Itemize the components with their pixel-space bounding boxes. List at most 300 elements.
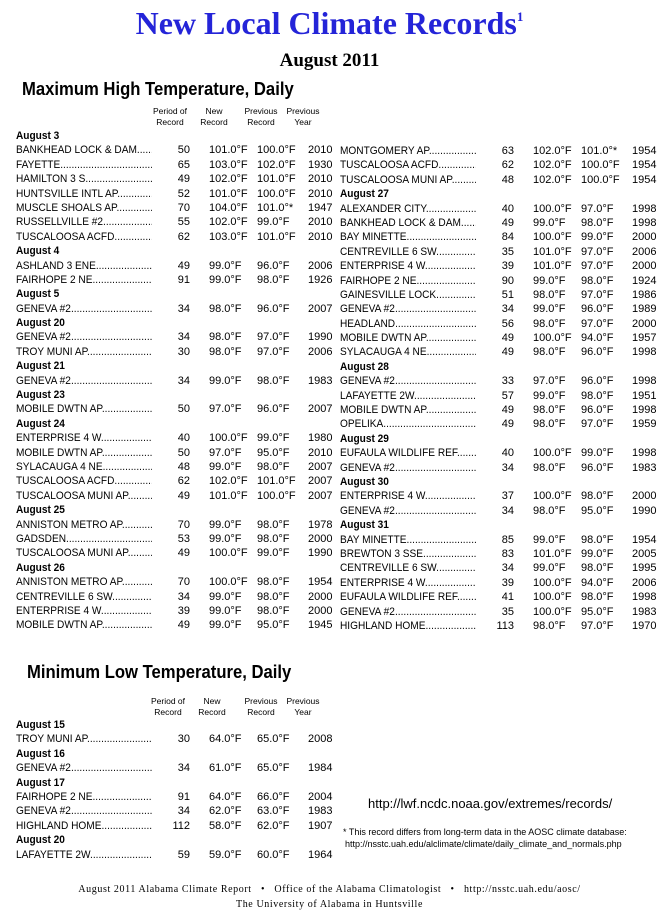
- previous-year: 2010: [308, 216, 333, 229]
- record-row: [16, 590, 334, 604]
- record-row: [16, 431, 334, 445]
- new-record: 99.0°F: [209, 273, 242, 286]
- period-of-record: 39: [152, 604, 190, 618]
- date-label: August 27: [340, 188, 389, 201]
- period-of-record: 50: [152, 402, 190, 416]
- previous-year: 2007: [308, 460, 333, 473]
- period-of-record: 70: [152, 201, 190, 215]
- previous-year: 1945: [308, 619, 333, 632]
- date-heading: [16, 417, 334, 431]
- previous-record: 97.0°F: [581, 418, 614, 431]
- previous-year: 2000: [632, 260, 657, 273]
- previous-year: 2010: [308, 230, 333, 243]
- previous-year: 1990: [632, 504, 657, 517]
- period-of-record: 49: [476, 403, 514, 417]
- new-record: 100.0°F: [533, 231, 572, 244]
- record-row: [16, 302, 334, 316]
- new-record: 100.0°F: [533, 591, 572, 604]
- station-name: LAFAYETTE 2W .....: [340, 389, 487, 403]
- previous-year: 2007: [308, 403, 333, 416]
- previous-record: 97.0°F: [581, 202, 614, 215]
- date-heading: [16, 747, 334, 761]
- date-heading: [340, 187, 658, 201]
- date-label: August 20: [16, 834, 65, 847]
- period-of-record: 55: [152, 215, 190, 229]
- station-name: MOBILE DWTN AP .....: [16, 402, 163, 416]
- previous-record: 99.0°F: [581, 231, 614, 244]
- previous-year: 1926: [308, 273, 333, 286]
- min-colhead-previous: Previous Record: [244, 696, 278, 717]
- previous-year: 1995: [632, 562, 657, 575]
- new-record: 102.0°F: [209, 475, 248, 488]
- new-record: 97.0°F: [209, 403, 242, 416]
- new-record: 99.0°F: [533, 274, 566, 287]
- station-name: EUFAULA WILDLIFE REF .....: [340, 446, 487, 460]
- max-right-column: [340, 144, 658, 633]
- previous-year: 2000: [632, 231, 657, 244]
- station-name: LAFAYETTE 2W .....: [16, 848, 163, 862]
- period-of-record: 34: [152, 330, 190, 344]
- page-title: New Local Climate Records$^1$: [135, 5, 524, 41]
- station-name: TUSCALOOSA ACFD .....: [16, 230, 163, 244]
- previous-record: 97.0°F: [581, 245, 614, 258]
- previous-year: 2004: [308, 790, 333, 803]
- previous-year: 2007: [308, 475, 333, 488]
- date-label: August 28: [340, 360, 389, 373]
- previous-record: 63.0°F: [257, 805, 290, 818]
- new-record: 102.0°F: [533, 173, 572, 186]
- new-record: 98.0°F: [533, 619, 566, 632]
- max-colhead-previous: Previous Record: [244, 106, 278, 127]
- previous-record: 99.0°F: [257, 432, 290, 445]
- record-row: [340, 288, 658, 302]
- previous-year: 2010: [308, 173, 333, 186]
- previous-record: 98.0°F: [581, 274, 614, 287]
- station-name: HEADLAND .....: [340, 317, 487, 331]
- station-name: ENTERPRISE 4 W .....: [340, 576, 487, 590]
- station-name: GADSDEN .....: [16, 532, 163, 546]
- station-name: TROY MUNI AP .....: [16, 345, 163, 359]
- new-record: 61.0°F: [209, 762, 242, 775]
- new-record: 98.0°F: [533, 404, 566, 417]
- new-record: 100.0°F: [533, 605, 572, 618]
- station-name: FAIRHOPE 2 NE .....: [16, 790, 163, 804]
- previous-year: 1998: [632, 375, 657, 388]
- period-of-record: 35: [476, 245, 514, 259]
- record-row: [16, 215, 334, 229]
- station-name: GENEVA #2 .....: [340, 461, 487, 475]
- new-record: 98.0°F: [533, 461, 566, 474]
- period-of-record: 49: [476, 331, 514, 345]
- station-name: ENTERPRISE 4 W .....: [340, 259, 487, 273]
- period-of-record: 48: [152, 460, 190, 474]
- station-name: HIGHLAND HOME .....: [16, 819, 163, 833]
- record-row: [16, 761, 334, 775]
- record-row: [340, 576, 658, 590]
- date-label: August 30: [340, 475, 389, 488]
- period-of-record: 40: [152, 431, 190, 445]
- previous-record: 96.0°F: [257, 302, 290, 315]
- record-row: [16, 446, 334, 460]
- station-name: ANNISTON METRO AP .....: [16, 575, 163, 589]
- previous-record: 95.0°F: [581, 605, 614, 618]
- station-name: RUSSELLVILLE #2 .....: [16, 215, 163, 229]
- previous-year: 2000: [308, 604, 333, 617]
- previous-record: 96.0°F: [581, 461, 614, 474]
- record-row: [16, 143, 334, 157]
- record-row: [16, 273, 334, 287]
- station-name: GENEVA #2 .....: [16, 804, 163, 818]
- new-record: 102.0°F: [533, 145, 572, 157]
- station-name: SYLACAUGA 4 NE .....: [340, 345, 487, 359]
- period-of-record: 39: [476, 576, 514, 590]
- period-of-record: 63: [476, 144, 514, 158]
- date-heading: [16, 833, 334, 847]
- station-name: GENEVA #2 .....: [16, 374, 163, 388]
- period-of-record: 70: [152, 518, 190, 532]
- date-heading: [16, 316, 334, 330]
- record-row: [16, 460, 334, 474]
- previous-year: 1998: [632, 447, 657, 460]
- station-name: MOBILE DWTN AP .....: [16, 618, 163, 632]
- station-name: FAYETTE .....: [16, 158, 163, 172]
- period-of-record: 34: [152, 761, 190, 775]
- date-heading: [16, 359, 334, 373]
- previous-year: 2010: [308, 446, 333, 459]
- station-name: CENTREVILLE 6 SW .....: [340, 245, 487, 259]
- previous-year: 2008: [308, 733, 333, 746]
- max-colhead-year: Previous Year: [286, 106, 320, 127]
- new-record: 103.0°F: [209, 230, 248, 243]
- period-of-record: 50: [152, 143, 190, 157]
- record-row: [340, 331, 658, 345]
- new-record: 98.0°F: [533, 346, 566, 359]
- date-heading: [16, 287, 334, 301]
- footnote-text: * This record differs from long-term data in the AOSC climate database:: [343, 827, 627, 837]
- min-colhead-period: Period of Record: [150, 696, 186, 717]
- previous-year: 1954: [308, 576, 333, 589]
- station-name: HAMILTON 3 S .....: [16, 172, 163, 186]
- date-heading: [16, 129, 334, 143]
- period-of-record: 34: [476, 504, 514, 518]
- previous-record: 100.0°F: [257, 144, 296, 157]
- previous-year: 1998: [632, 202, 657, 215]
- previous-year: 1978: [308, 518, 333, 531]
- period-of-record: 85: [476, 533, 514, 547]
- max-colhead-period: Period of Record: [152, 106, 188, 127]
- period-of-record: 62: [152, 474, 190, 488]
- period-of-record: 51: [476, 288, 514, 302]
- date-label: August 3: [16, 130, 60, 142]
- date-label: August 20: [16, 317, 65, 330]
- station-name: ENTERPRISE 4 W .....: [340, 489, 487, 503]
- station-name: MUSCLE SHOALS AP .....: [16, 201, 163, 215]
- new-record: 98.0°F: [533, 504, 566, 517]
- record-row: [340, 274, 658, 288]
- previous-record: 97.0°F: [581, 619, 614, 632]
- record-row: [340, 533, 658, 547]
- station-name: FAIRHOPE 2 NE .....: [16, 273, 163, 287]
- new-record: 101.0°F: [209, 144, 248, 157]
- previous-year: 1998: [632, 591, 657, 604]
- new-record: 99.0°F: [533, 533, 566, 546]
- new-record: 101.0°F: [533, 260, 572, 273]
- new-record: 59.0°F: [209, 848, 242, 861]
- date-heading: [340, 518, 658, 532]
- date-heading: [16, 244, 334, 258]
- previous-record: 98.0°F: [257, 604, 290, 617]
- new-record: 102.0°F: [533, 159, 572, 172]
- station-name: EUFAULA WILDLIFE REF .....: [340, 590, 487, 604]
- new-record: 99.0°F: [533, 216, 566, 229]
- previous-year: 2000: [632, 317, 657, 330]
- previous-record: 65.0°F: [257, 733, 290, 746]
- new-record: 99.0°F: [209, 604, 242, 617]
- record-row: [340, 605, 658, 619]
- record-row: [340, 302, 658, 316]
- previous-year: 2000: [308, 590, 333, 603]
- new-record: 97.0°F: [533, 375, 566, 388]
- station-name: FAIRHOPE 2 NE .....: [340, 274, 487, 288]
- date-heading: [16, 561, 334, 575]
- new-record: 100.0°F: [533, 202, 572, 215]
- new-record: 100.0°F: [209, 576, 248, 589]
- period-of-record: 70: [152, 575, 190, 589]
- previous-year: 1983: [308, 805, 333, 818]
- new-record: 100.0°F: [533, 332, 572, 345]
- previous-year: 1964: [308, 848, 333, 861]
- record-row: [340, 504, 658, 518]
- new-record: 98.0°F: [209, 331, 242, 344]
- date-heading: [340, 475, 658, 489]
- date-label: August 24: [16, 417, 65, 430]
- record-row: [340, 374, 658, 388]
- period-of-record: 49: [152, 546, 190, 560]
- previous-year: 2006: [632, 245, 657, 258]
- station-name: CENTREVILLE 6 SW .....: [340, 561, 487, 575]
- period-of-record: 62: [476, 158, 514, 172]
- station-name: GENEVA #2 .....: [16, 302, 163, 316]
- previous-record: 97.0°F: [257, 331, 290, 344]
- date-label: August 4: [16, 245, 60, 258]
- previous-year: 2010: [308, 187, 333, 200]
- station-name: ALEXANDER CITY .....: [340, 202, 487, 216]
- date-heading: [340, 432, 658, 446]
- previous-record: 98.0°F: [257, 273, 290, 286]
- period-of-record: 57: [476, 389, 514, 403]
- period-of-record: 34: [476, 302, 514, 316]
- period-of-record: 112: [152, 819, 190, 833]
- record-row: [340, 317, 658, 331]
- previous-record: 98.0°F: [257, 374, 290, 387]
- previous-record: 98.0°F: [257, 576, 290, 589]
- record-row: [16, 158, 334, 172]
- record-row: [340, 144, 658, 158]
- previous-year: 1983: [308, 374, 333, 387]
- record-row: [16, 345, 334, 359]
- previous-record: 98.0°F: [581, 490, 614, 503]
- period-of-record: 49: [476, 417, 514, 431]
- previous-year: 2006: [632, 576, 657, 589]
- new-record: 99.0°F: [533, 389, 566, 402]
- min-colhead-year: Previous Year: [286, 696, 320, 717]
- station-name: TUSCALOOSA MUNI AP .....: [16, 489, 163, 503]
- period-of-record: 34: [476, 461, 514, 475]
- period-of-record: 30: [152, 345, 190, 359]
- period-of-record: 39: [476, 259, 514, 273]
- station-name: ENTERPRISE 4 W .....: [16, 431, 163, 445]
- new-record: 101.0°F: [209, 187, 248, 200]
- previous-year: 1983: [632, 461, 657, 474]
- record-row: [16, 575, 334, 589]
- record-row: [16, 790, 334, 804]
- station-name: BREWTON 3 SSE .....: [340, 547, 487, 561]
- previous-record: 96.0°F: [257, 259, 290, 272]
- record-row: [16, 618, 334, 632]
- previous-record: 98.0°F: [581, 591, 614, 604]
- previous-record: 102.0°F: [257, 158, 296, 171]
- period-of-record: 37: [476, 489, 514, 503]
- previous-record: 97.0°F: [257, 345, 290, 358]
- record-row: [340, 158, 658, 172]
- period-of-record: 113: [476, 619, 514, 633]
- record-row: [16, 804, 334, 818]
- record-row: [340, 446, 658, 460]
- record-row: [340, 259, 658, 273]
- period-of-record: 59: [152, 848, 190, 862]
- page-subtitle: August 2011: [279, 50, 380, 71]
- footnote-link[interactable]: http://nsstc.uah.edu/alclimate/climate/daily_climate_and_normals.php: [345, 839, 622, 849]
- previous-record: 96.0°F: [581, 303, 614, 316]
- station-name: TUSCALOOSA ACFD .....: [340, 158, 487, 172]
- date-label: August 23: [16, 389, 65, 402]
- station-name: GENEVA #2 .....: [16, 761, 163, 775]
- max-colhead-new: New Record: [200, 106, 228, 127]
- period-of-record: 53: [152, 532, 190, 546]
- footer-line-1: August 2011 Alabama Climate Report • Office of the Alabama Climatologist • http://nsstc.uah.edu/aosc/: [78, 884, 581, 895]
- record-row: [16, 819, 334, 833]
- record-row: [340, 547, 658, 561]
- station-name: TUSCALOOSA MUNI AP .....: [340, 173, 487, 187]
- previous-year: 1986: [632, 288, 657, 301]
- previous-record: 96.0°F: [581, 404, 614, 417]
- new-record: 102.0°F: [209, 173, 248, 186]
- period-of-record: 30: [152, 732, 190, 746]
- record-row: [340, 590, 658, 604]
- record-row: [16, 546, 334, 560]
- previous-record: 94.0°F: [581, 576, 614, 589]
- previous-record: 97.0°F: [581, 317, 614, 330]
- record-row: [16, 230, 334, 244]
- date-heading: [340, 360, 658, 374]
- min-section-heading: Minimum Low Temperature, Daily: [27, 661, 292, 682]
- period-of-record: 33: [476, 374, 514, 388]
- period-of-record: 34: [476, 561, 514, 575]
- station-name: TUSCALOOSA MUNI AP .....: [16, 546, 163, 560]
- station-name: MONTGOMERY AP .....: [340, 144, 487, 158]
- record-row: [16, 201, 334, 215]
- new-record: 104.0°F: [209, 201, 248, 214]
- record-row: [16, 604, 334, 618]
- previous-record: 99.0°F: [581, 447, 614, 460]
- station-name: GENEVA #2 .....: [340, 504, 487, 518]
- previous-year: 1957: [632, 332, 657, 345]
- new-record: 99.0°F: [209, 532, 242, 545]
- footnote: [343, 826, 653, 850]
- period-of-record: 49: [152, 618, 190, 632]
- period-of-record: 56: [476, 317, 514, 331]
- new-record: 98.0°F: [533, 288, 566, 301]
- previous-year: 1947: [308, 201, 333, 214]
- station-name: ASHLAND 3 ENE .....: [16, 259, 163, 273]
- previous-year: 1954: [632, 159, 657, 172]
- previous-year: 2000: [632, 490, 657, 503]
- previous-year: 2007: [308, 489, 333, 502]
- new-record: 98.0°F: [209, 345, 242, 358]
- record-row: [340, 403, 658, 417]
- previous-year: 2000: [308, 532, 333, 545]
- previous-record: 95.0°F: [257, 619, 290, 632]
- period-of-record: 49: [476, 345, 514, 359]
- previous-record: 97.0°F: [581, 260, 614, 273]
- previous-year: 1954: [632, 533, 657, 546]
- new-record: 64.0°F: [209, 733, 242, 746]
- previous-year: 1990: [308, 547, 333, 560]
- station-name: HUNTSVILLE INTL AP .....: [16, 187, 163, 201]
- period-of-record: 34: [152, 302, 190, 316]
- period-of-record: 41: [476, 590, 514, 604]
- previous-year: 2006: [308, 345, 333, 358]
- new-record: 100.0°F: [533, 447, 572, 460]
- record-row: [16, 474, 334, 488]
- previous-year: 1924: [632, 274, 657, 287]
- previous-record: 98.0°F: [257, 532, 290, 545]
- previous-record: 95.0°F: [257, 446, 290, 459]
- new-record: 99.0°F: [209, 518, 242, 531]
- period-of-record: 84: [476, 230, 514, 244]
- previous-record: 60.0°F: [257, 848, 290, 861]
- min-colhead-new: New Record: [198, 696, 226, 717]
- new-record: 97.0°F: [209, 446, 242, 459]
- new-record: 103.0°F: [209, 158, 248, 171]
- previous-year: 1998: [632, 346, 657, 359]
- date-label: August 25: [16, 504, 65, 517]
- date-label: August 29: [340, 432, 389, 445]
- record-row: [16, 848, 334, 862]
- new-record: 64.0°F: [209, 790, 242, 803]
- new-record: 101.0°F: [209, 489, 248, 502]
- record-row: [340, 173, 658, 187]
- record-row: [16, 732, 334, 746]
- record-row: [16, 532, 334, 546]
- record-row: [340, 345, 658, 359]
- period-of-record: 48: [476, 173, 514, 187]
- date-label: August 21: [16, 360, 65, 373]
- date-heading: [16, 503, 334, 517]
- record-row: [340, 389, 658, 403]
- date-heading: [16, 776, 334, 790]
- new-record: 98.0°F: [209, 302, 242, 315]
- station-name: GENEVA #2 .....: [340, 605, 487, 619]
- previous-record: 96.0°F: [581, 346, 614, 359]
- previous-record: 65.0°F: [257, 762, 290, 775]
- date-heading: [16, 388, 334, 402]
- previous-record: 98.0°F: [581, 562, 614, 575]
- records-url-link[interactable]: http://lwf.ncdc.noaa.gov/extremes/records/: [368, 796, 613, 811]
- period-of-record: 34: [152, 374, 190, 388]
- previous-record: 98.0°F: [257, 460, 290, 473]
- new-record: 100.0°F: [209, 432, 248, 445]
